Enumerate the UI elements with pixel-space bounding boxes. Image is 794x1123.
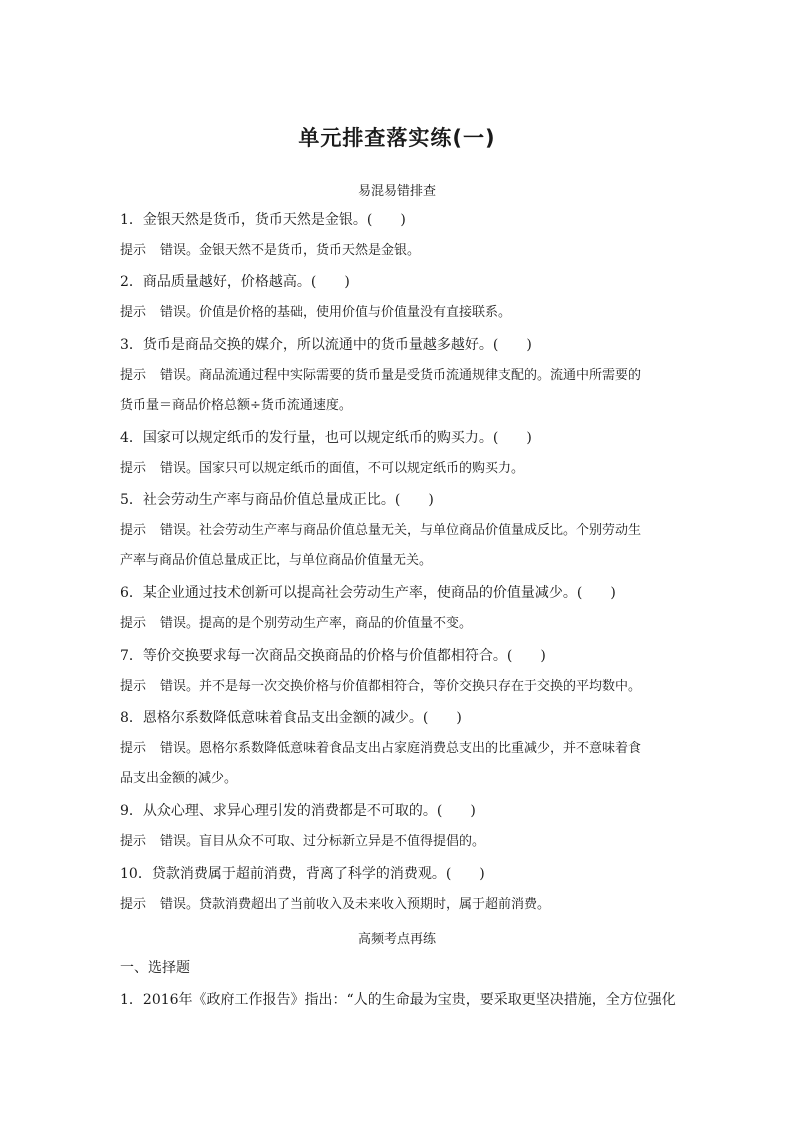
question-4: 4．国家可以规定纸币的发行量，也可以规定纸币的购买力。( )	[120, 430, 532, 446]
hint-label: 提示	[120, 305, 147, 320]
hint-label: 提示	[120, 834, 147, 849]
question-choice-1: 1．2016年《政府工作报告》指出：“人的生命最为宝贵，要采取更坚决措施，全方位强化	[120, 992, 676, 1008]
answer-10	[120, 895, 680, 915]
answer-text: 错误。社会劳动生产率与商品价值总量无关，与单位商品价值量成反比。个别劳动生	[160, 523, 642, 538]
hint-label: 提示	[120, 523, 147, 538]
answer-3	[120, 366, 680, 386]
answer-8	[120, 739, 680, 759]
answer-7	[120, 677, 680, 697]
answer-1	[120, 241, 680, 261]
answer-text: 错误。贷款消费超出了当前收入及未来收入预期时，属于超前消费。	[160, 897, 551, 912]
hint-label: 提示	[120, 461, 147, 476]
section-heading-error-check: 易混易错排查	[357, 184, 436, 199]
answer-text: 错误。商品流通过程中实际需要的货币量是受货币流通规律支配的。流通中所需要的	[160, 368, 642, 383]
answer-text: 错误。并不是每一次交换价格与价值都相符合，等价交换只存在于交换的平均数中。	[160, 679, 642, 694]
answer-text: 错误。盲目从众不可取、过分标新立异是不值得提倡的。	[160, 834, 486, 849]
answer-text: 错误。国家只可以规定纸币的面值，不可以规定纸币的购买力。	[160, 461, 525, 476]
hint-label: 提示	[120, 368, 147, 383]
question-6: 6．某企业通过技术创新可以提高社会劳动生产率，使商品的价值量减少。( )	[120, 585, 616, 601]
question-1: 1．金银天然是货币，货币天然是金银。( )	[120, 212, 406, 228]
hint-label: 提示	[120, 243, 147, 258]
answer-5	[120, 521, 680, 541]
answer-8-continued: 品支出金额的减少。	[120, 771, 238, 786]
answer-text: 错误。提高的是个别劳动生产率，商品的价值量不变。	[160, 616, 473, 631]
subsection-multiple-choice: 一、选择题	[120, 960, 190, 976]
answer-text: 错误。价值是价格的基础，使用价值与价值量没有直接联系。	[160, 305, 512, 320]
hint-label: 提示	[120, 741, 147, 756]
question-10: 10．贷款消费属于超前消费，背离了科学的消费观。( )	[120, 866, 485, 882]
answer-9	[120, 832, 680, 852]
page-title: 单元排查落实练(一)	[298, 126, 496, 150]
question-5: 5．社会劳动生产率与商品价值总量成正比。( )	[120, 492, 434, 508]
question-7: 7．等价交换要求每一次商品交换商品的价格与价值都相符合。( )	[120, 648, 546, 664]
answer-5-continued: 产率与商品价值总量成正比，与单位商品价值量无关。	[120, 553, 433, 568]
hint-label: 提示	[120, 897, 147, 912]
hint-label: 提示	[120, 679, 147, 694]
answer-6	[120, 614, 680, 634]
hint-label: 提示	[120, 616, 147, 631]
question-8: 8．恩格尔系数降低意味着食品支出金额的减少。( )	[120, 710, 462, 726]
section-heading-practice: 高频考点再练	[357, 932, 436, 947]
question-2: 2．商品质量越好，价格越高。( )	[120, 274, 350, 290]
answer-3-continued: 货币量＝商品价格总额÷货币流通速度。	[120, 398, 352, 413]
answer-text: 错误。恩格尔系数降低意味着食品支出占家庭消费总支出的比重减少，并不意味着食	[160, 741, 642, 756]
question-9: 9．从众心理、求异心理引发的消费都是不可取的。( )	[120, 803, 476, 819]
answer-text: 错误。金银天然不是货币，货币天然是金银。	[160, 243, 421, 258]
question-3: 3．货币是商品交换的媒介，所以流通中的货币量越多越好。( )	[120, 337, 532, 353]
answer-4	[120, 459, 680, 479]
answer-2	[120, 303, 680, 323]
